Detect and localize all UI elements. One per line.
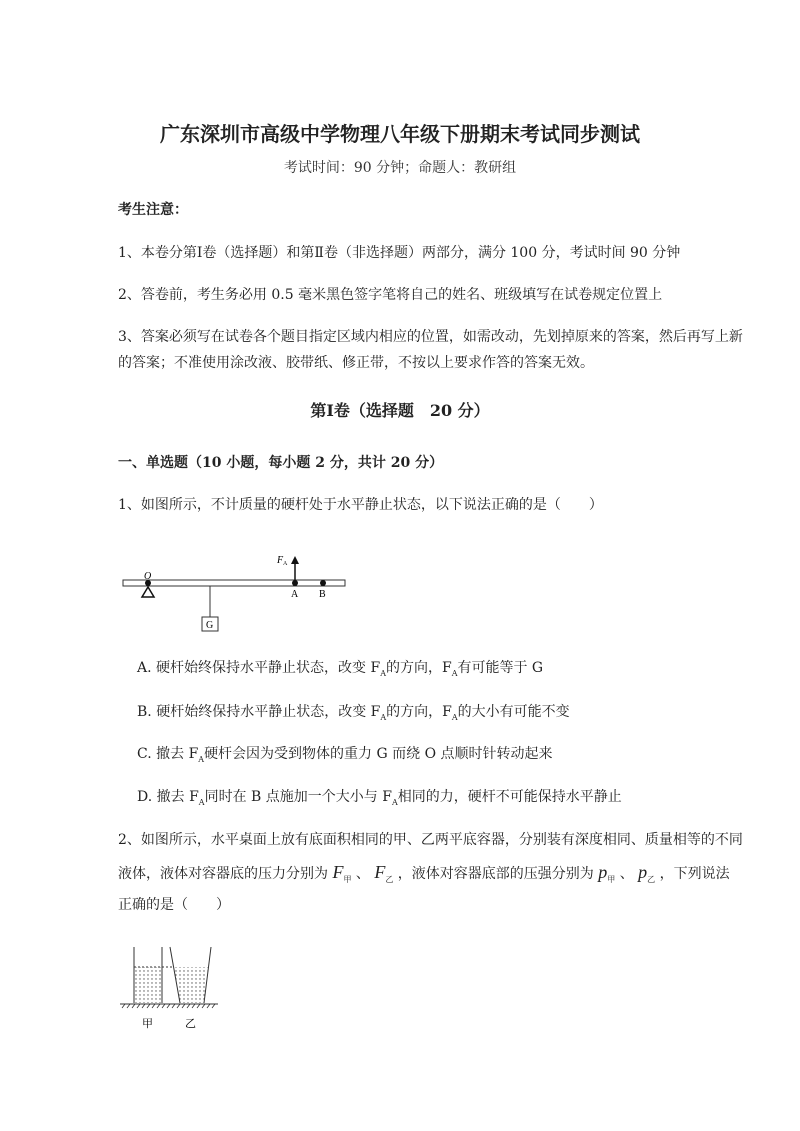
symbol-p: p	[598, 862, 608, 882]
notice-item: 2、答卷前，考生务必用 0.5 毫米黑色签字笔将自己的姓名、班级填写在试卷规定位置上	[118, 287, 663, 303]
option-text: 相同的力，硬杆不可能保持水平静止	[397, 789, 622, 805]
question-2-stem: 正确的是（ ）	[118, 897, 230, 913]
stem-text: ，液体对容器底部的压强分别为	[393, 866, 599, 882]
notice-item: 1、本卷分第Ⅰ卷（选择题）和第Ⅱ卷（非选择题）两部分，满分 100 分，考试时间 90 分钟	[118, 245, 681, 261]
stem-text: ，下列说法	[655, 866, 730, 882]
section-title: 第Ⅰ卷（选择题 20 分）	[310, 401, 490, 420]
subscript: A	[380, 668, 386, 678]
lever-figure	[118, 545, 358, 635]
option-text: D. 撤去 F	[137, 789, 199, 805]
label-o: O	[144, 571, 152, 582]
label-yi: 乙	[185, 1018, 196, 1030]
option-d[interactable]	[137, 787, 622, 813]
subscript: 甲	[607, 874, 616, 884]
separator: 、	[351, 866, 375, 882]
containers-figure	[110, 945, 230, 1030]
option-text: C. 撤去 F	[137, 746, 199, 762]
option-text: A. 硬杆始终保持水平静止状态，改变 F	[137, 660, 381, 676]
label-b: B	[319, 589, 326, 600]
option-a[interactable]	[137, 658, 543, 684]
notice-item: 的答案；不准使用涂改液、胶带纸、修正带，不按以上要求作答的答案无效。	[118, 355, 594, 371]
label-fa: F	[277, 555, 284, 566]
subscript: 乙	[647, 874, 656, 884]
label-g: G	[206, 620, 214, 631]
separator: 、	[615, 866, 639, 882]
subscript: A	[451, 668, 458, 678]
option-text: B. 硬杆始终保持水平静止状态，改变 F	[137, 704, 381, 720]
option-text: 的方向，F	[385, 660, 452, 676]
option-c[interactable]	[137, 744, 553, 770]
symbol-p: p	[638, 862, 648, 882]
label-a: A	[291, 589, 299, 600]
option-text: 硬杆会因为受到物体的重力 G 而绕 O 点顺时针转动起来	[204, 746, 553, 762]
label-jia: 甲	[142, 1018, 153, 1030]
subscript: A	[380, 712, 387, 722]
label-fa-sub: A	[283, 561, 288, 567]
option-text: 同时在 B 点施加一个大小与 F	[204, 789, 392, 805]
part-heading: 一、单选题（10 小题，每小题 2 分，共计 20 分）	[118, 455, 444, 471]
subscript: A	[198, 754, 205, 764]
subscript: A	[391, 797, 398, 807]
question-2-stem: 2、如图所示，水平桌面上放有底面积相同的甲、乙两平底容器，分别装有深度相同、质量相等的不同	[118, 832, 743, 848]
subscript: 甲	[343, 874, 352, 884]
option-text: 的大小有可能不变	[457, 704, 570, 720]
question-1-stem: 1、如图所示，不计质量的硬杆处于水平静止状态，以下说法正确的是（ ）	[118, 497, 603, 513]
option-text: 有可能等于 G	[457, 660, 544, 676]
stem-text: 液体，液体对容器底的压力分别为	[118, 866, 333, 882]
option-text: 的方向，F	[386, 704, 452, 720]
subscript: 乙	[385, 874, 394, 884]
notice-heading: 考生注意：	[118, 202, 188, 218]
notice-item: 3、答案必须写在试卷各个题目指定区域内相应的位置，如需改动，先划掉原来的答案，然后再写上新	[118, 329, 743, 345]
symbol-f: F	[374, 862, 386, 882]
question-2-stem	[118, 862, 730, 890]
subscript: A	[451, 712, 458, 722]
page-title: 广东深圳市高级中学物理八年级下册期末考试同步测试	[160, 122, 640, 146]
symbol-f: F	[332, 862, 344, 882]
exam-info: 考试时间：90 分钟；命题人：教研组	[283, 160, 517, 176]
subscript: A	[198, 797, 205, 807]
option-b[interactable]	[137, 702, 570, 728]
